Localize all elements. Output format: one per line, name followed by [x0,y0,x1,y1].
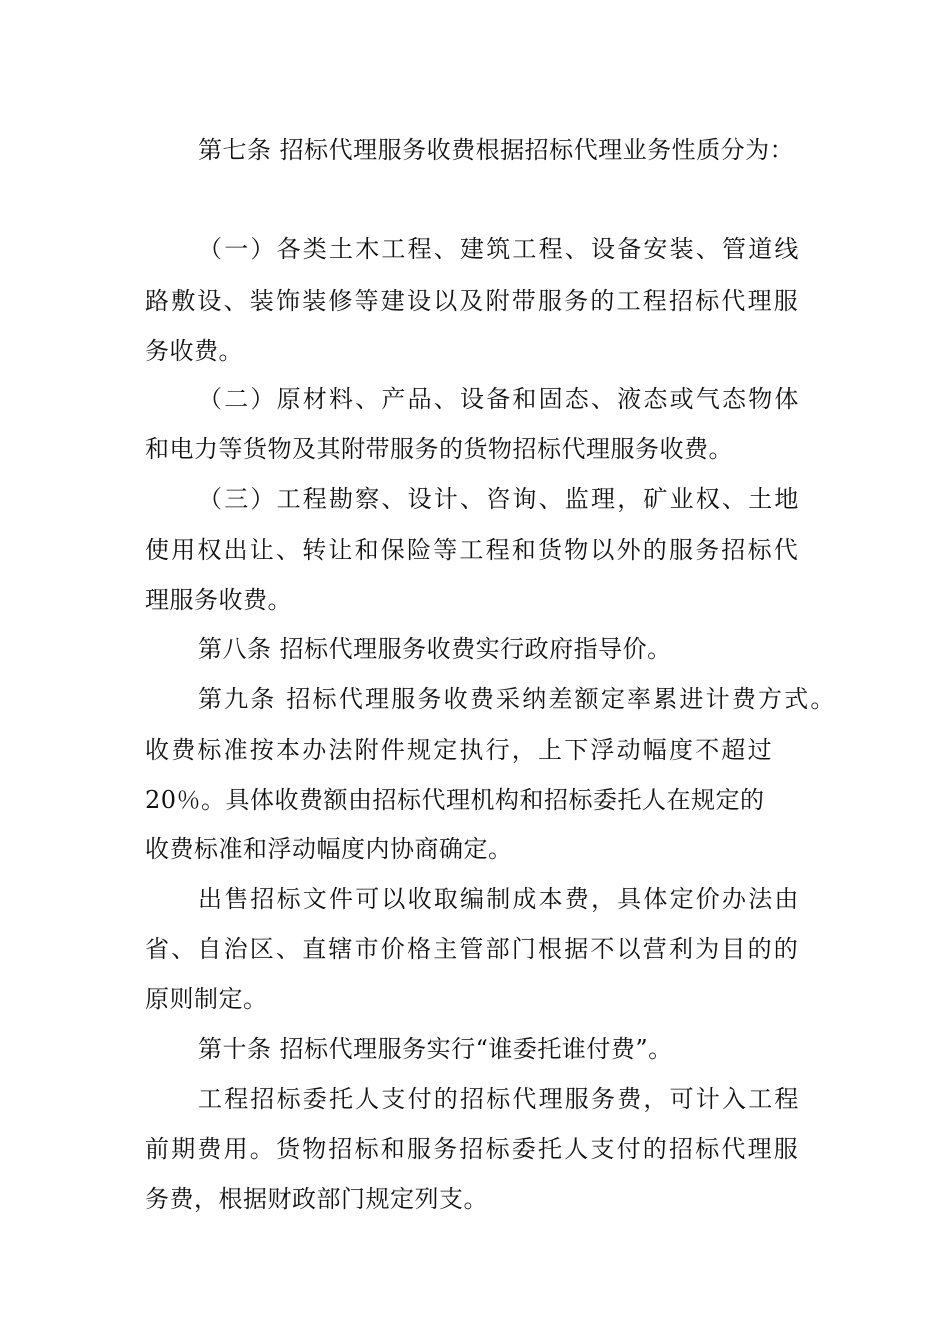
payment-line-1: 工程招标委托人支付的招标代理服务费，可计入工程 [198,1085,801,1113]
item-3-line-1: （三）工程勘察、设计、咨询、监理，矿业权、土地 [198,485,801,513]
payment-line-3: 务费，根据财政部门规定列支。 [145,1185,488,1213]
item-1-line-1: （一）各类土木工程、建筑工程、设备安装、管道线 [198,235,801,263]
item-3-line-3: 理服务收费。 [145,586,292,614]
article-8: 第八条 招标代理服务收费实行政府指导价。 [198,635,672,663]
tender-docs-line-1: 出售招标文件可以收取编制成本费，具体定价办法由 [198,885,801,913]
article-9-line-1: 第九条 招标代理服务收费采纳差额定率累进计费方式。 [198,685,837,713]
article-9-line-3: 20％。具体收费额由招标代理机构和招标委托人在规定的 [145,786,765,814]
payment-line-2: 前期费用。货物招标和服务招标委托人支付的招标代理服 [145,1135,800,1163]
article-9-line-2: 收费标准按本办法附件规定执行，上下浮动幅度不超过 [145,736,774,764]
item-3-line-2: 使用权出让、转让和保险等工程和货物以外的服务招标代 [145,536,800,564]
item-2-line-2: 和电力等货物及其附带服务的货物招标代理服务收费。 [145,435,733,463]
item-1-line-2: 路敷设、装饰装修等建设以及附带服务的工程招标代理服 [145,287,800,315]
article-10: 第十条 招标代理服务实行“谁委托谁付费”。 [198,1035,673,1063]
article-7-heading: 第七条 招标代理服务收费根据招标代理业务性质分为： [198,136,795,164]
article-9-line-4: 收费标准和浮动幅度内协商确定。 [145,835,513,863]
item-1-line-3: 务收费。 [145,337,243,365]
item-2-line-1: （二）原材料、产品、设备和固态、液态或气态物体 [198,385,801,413]
tender-docs-line-2: 省、自治区、直辖市价格主管部门根据不以营利为目的的 [145,935,800,963]
tender-docs-line-3: 原则制定。 [145,985,268,1013]
